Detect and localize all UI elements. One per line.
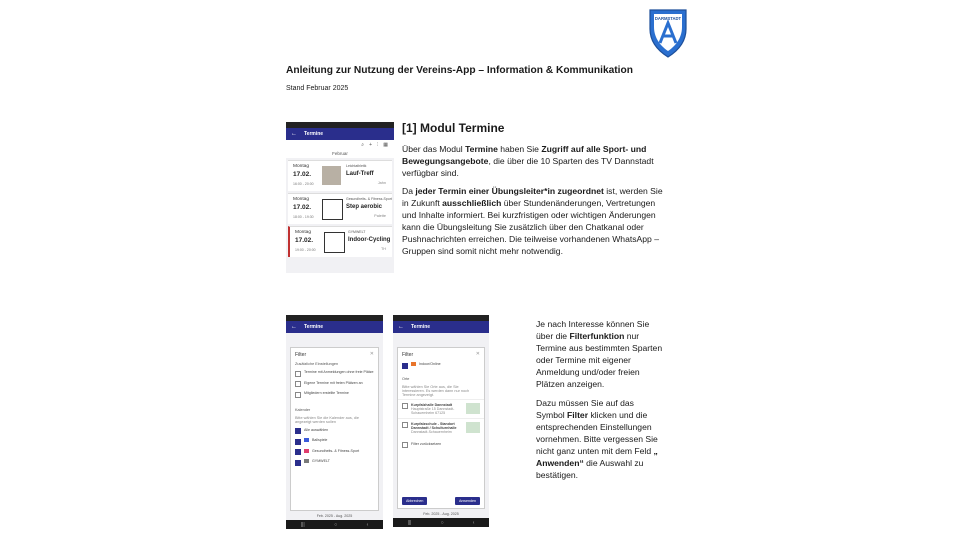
dialog-title-text: Filter (402, 352, 414, 358)
app-bar-title: Termine (304, 131, 324, 137)
option-label: Mitgliedern erstellte Termine (304, 391, 349, 395)
checkbox (295, 428, 301, 434)
event-date: 17.02. (293, 171, 312, 178)
option (291, 389, 378, 400)
checkbox (402, 422, 408, 428)
back-arrow-icon: ← (398, 324, 404, 330)
event-location: Palette (374, 214, 386, 218)
event-card (288, 160, 392, 191)
event-category: Gesundheits- & Fitness-Sport (346, 197, 392, 201)
checkbox (295, 381, 301, 387)
checkbox (295, 449, 301, 455)
checkbox (402, 363, 408, 369)
app-bar-title: Termine (304, 324, 324, 330)
event-day: Montag (293, 164, 309, 169)
event-category: GYMWELT (348, 230, 366, 234)
calendar-color (411, 362, 416, 366)
back-arrow-icon: ← (291, 131, 297, 137)
text-bold: Filter (567, 410, 589, 420)
close-icon: ✕ (369, 351, 374, 357)
calendar-label: GYMWELT (312, 459, 330, 463)
document-date: Stand Februar 2025 (286, 85, 349, 92)
event-name: Step aerobic (346, 204, 383, 210)
event-location: TH (380, 247, 386, 251)
calendar-color (304, 459, 309, 463)
text: nur Termine aus bestimmten Sparten oder Termine mit eigener Anmeldung und/oder freien Plätzen anzeigen. (536, 331, 663, 389)
home-icon: ○ (440, 519, 444, 526)
calendar-label: Gesundheits- & Fitness-Sport (312, 448, 360, 453)
paragraph-intro (402, 143, 664, 179)
calendar-option (291, 436, 378, 447)
checkbox (402, 403, 408, 409)
event-category: Leichtathletik (346, 164, 367, 168)
location-name: Kurpfalzhalle Dannstadt (411, 402, 453, 407)
document-title: Anleitung zur Nutzung der Vereins-App – Information & Kommunikation (286, 65, 633, 76)
event-date: 17.02. (293, 204, 312, 211)
event-time: 18:00 - 19:30 (293, 215, 314, 219)
text: Dazu müssen Sie auf das Symbol (536, 398, 634, 420)
text: ist, werden Sie in Zukunft (402, 186, 663, 208)
location-item (398, 418, 484, 437)
system-nav-bar (286, 520, 383, 529)
calendar-color (304, 449, 309, 453)
section-heading: [1] Modul Termine (402, 121, 505, 135)
location-item (398, 399, 484, 418)
logo-text: DARMSTADT (654, 16, 682, 21)
section-hint: Bitte wählen Sie die Kalender aus, die angezeigt werden sollen (295, 415, 359, 424)
dialog-title (398, 348, 484, 360)
checkbox (295, 392, 301, 398)
back-icon: ‹ (366, 521, 369, 528)
checkbox (402, 442, 408, 448)
app-bar-title: Termine (411, 324, 431, 330)
add-icon: + (369, 142, 372, 148)
cancel-button: Abbrechen (402, 497, 427, 505)
event-location: Jahn (377, 181, 386, 185)
calendar-option (291, 457, 378, 468)
filter-dialog (290, 347, 379, 511)
dialog-title-text: Filter (295, 352, 307, 358)
home-icon: ○ (334, 521, 338, 528)
app-bar (393, 321, 489, 333)
section-label: Zusätzliche Einstellungen (295, 362, 339, 366)
text: Da (402, 186, 416, 196)
step-icon (322, 199, 343, 220)
calendar-label: Ballspiele (312, 438, 328, 442)
recent-apps-icon: ||| (407, 519, 412, 526)
text: haben Sie (497, 144, 542, 154)
event-name: Indoor-Cycling (348, 237, 391, 243)
option-label: Eigene Termine mit freien Plätzen an (304, 380, 363, 385)
map-thumbnail (466, 403, 480, 414)
option (398, 440, 484, 451)
event-card (288, 226, 392, 257)
text-bold: ausschließlich (442, 198, 502, 208)
checkbox (295, 439, 301, 445)
system-nav-bar (393, 518, 489, 527)
checkbox (295, 460, 301, 466)
event-day: Montag (295, 230, 311, 235)
option (291, 426, 378, 437)
close-icon: ✕ (475, 351, 480, 357)
text: klicken und die entsprechenden Einstellungen vornehmen. Bitte vergessen Sie nicht ganz unten mit dem Feld (536, 410, 658, 456)
option-label: Alle auswählen (304, 427, 329, 432)
screenshot-filter-locations (393, 315, 489, 527)
text-bold: jeder Termin einer Übungsleiter*in zugeordnet (415, 186, 604, 196)
option (398, 360, 484, 371)
screenshot-termine-list (286, 122, 394, 273)
filter-dialog (397, 347, 485, 509)
back-arrow-icon: ← (291, 324, 297, 330)
date-range: Feb. 2025 - Aug. 2025 (423, 512, 459, 516)
text-bold: Filterfunktion (569, 331, 625, 341)
back-icon: ‹ (472, 519, 475, 526)
location-address: Hauptstraße 15 Dannstadt-Schauernheim 67125 (411, 406, 455, 415)
map-thumbnail (466, 422, 480, 433)
event-day: Montag (293, 197, 309, 202)
search-icon: ⌕ (361, 142, 365, 148)
text: , die über die 10 Sparten des TV Dannstadt verfügbar sind. (402, 156, 654, 178)
location-name: Kurpfalzschule - Standort Dannstadt / Schulturnhalle (411, 421, 457, 430)
event-image (322, 166, 341, 185)
text: über Stundenänderungen, Vertretungen und Inhalte informiert. Bei kurzfristigen oder wichtigen Änderungen kann die Übungsleitung Sie zusätzlich über den Chatkanal oder Pushnachrichten erreichen. Die teilweise vorhandenen WhatsApp – Gruppen sind somit nicht mehr notwendig. (402, 198, 660, 256)
text: Je nach Interesse können Sie über die (536, 319, 650, 341)
filter-icon: ⫶ (377, 142, 379, 148)
event-card (288, 193, 392, 224)
app-bar (286, 128, 394, 140)
option-label: Termine mit Anmeldungen ohne freie Plätze (304, 370, 374, 374)
month-label: Februar (286, 150, 394, 158)
text-bold: Zugriff auf alle Sport- und Bewegungsangebote (402, 144, 647, 166)
checkbox (295, 371, 301, 377)
apply-button: Anwenden (455, 497, 480, 505)
option (291, 379, 378, 390)
screenshot-filter-settings (286, 315, 383, 529)
app-bar (286, 321, 383, 333)
section-label: Orte (402, 376, 410, 381)
location-address: Dannstadt-Schauernheim (411, 429, 452, 434)
club-crest-logo (646, 7, 690, 59)
paragraph-trainer (402, 185, 664, 257)
paragraph-filter-howto (536, 397, 664, 481)
option (291, 368, 378, 379)
text: Über das Modul (402, 144, 466, 154)
dialog-title (291, 348, 378, 360)
recent-apps-icon: ||| (300, 521, 305, 528)
section-label: Kalender (295, 407, 311, 412)
event-time: 19:00 - 20:00 (295, 248, 316, 252)
dialog-buttons (402, 497, 480, 505)
date-range: Feb. 2025 - Aug. 2025 (316, 514, 353, 518)
text: die Auswahl zu bestätigen. (536, 458, 644, 480)
event-name: Lauf-Treff (346, 171, 374, 177)
calendar-color (304, 438, 309, 442)
event-date: 17.02. (295, 237, 314, 244)
option-label: Indoor/Online (419, 362, 441, 366)
section-hint: Bitte wählen Sie Orte aus, die Sie interessieren. Es werden dann nur noch Termine angezeigt. (402, 384, 470, 397)
cycling-icon (324, 232, 345, 253)
event-time: 16:00 - 20:00 (293, 182, 314, 186)
option-label: Filter zurücksetzen (411, 441, 442, 446)
toolbar (286, 140, 394, 150)
calendar-option (291, 447, 378, 458)
calendar-icon: ▦ (383, 142, 388, 148)
text-bold: Termine (465, 144, 498, 154)
text-bold: „ Anwenden“ (536, 446, 658, 468)
paragraph-filter (536, 318, 664, 390)
